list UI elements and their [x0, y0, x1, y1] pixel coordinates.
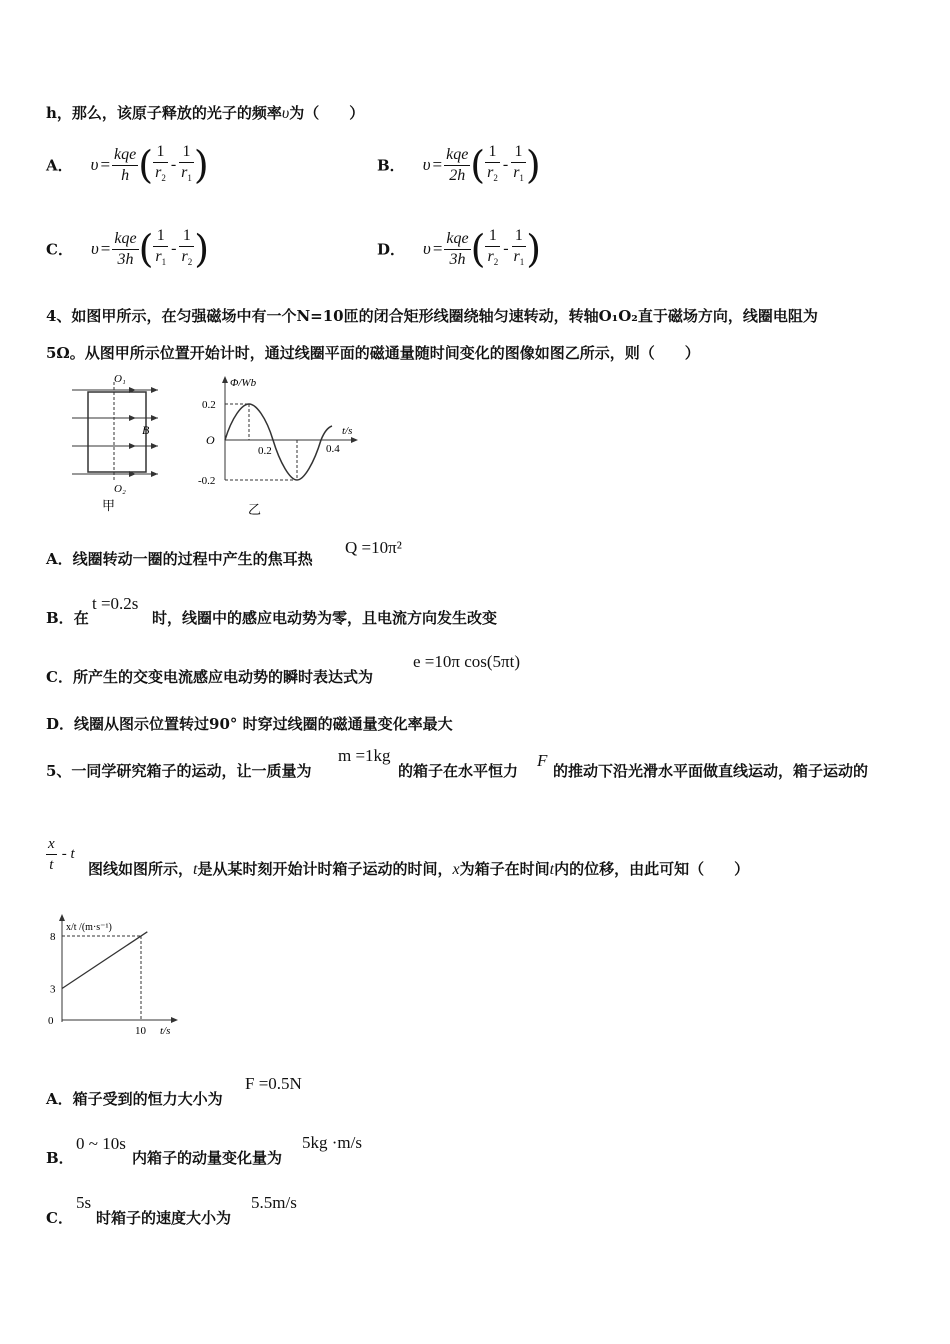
q5-line1-a: 5、一同学研究箱子的运动，让一质量为	[46, 762, 312, 780]
q5-option-c: C．	[46, 1209, 73, 1227]
q5-option-b-text: 内箱子的动量变化量为	[132, 1149, 283, 1167]
q5-b-preformula: 0 ~ 10s	[76, 1134, 126, 1153]
q4-c-formula: e =10π cos(5πt)	[413, 652, 521, 671]
q5-c-formula: 5.5m/s	[251, 1193, 297, 1212]
q5-ylabel: x/t /(m·s⁻¹)	[66, 922, 112, 933]
q5-origin: 0	[48, 1015, 54, 1027]
q4-stem-line1: 4、如图甲所示，在匀强磁场中有一个N=10匝的闭合矩形线圈绕轴匀速转动，转轴O₁O₂直于磁场方向，线圈电阻为	[46, 307, 818, 325]
xtick-0.2: 0.2	[258, 445, 272, 457]
q3-option-a: A． υ = $\frac{\text{kqe}}{h}$ ( $\frac{1}{r_2}$ - $\frac{1}{r_1}$ )	[46, 143, 209, 188]
q5-option-c-text: 时箱子的速度大小为	[96, 1209, 232, 1227]
q5-force: F	[537, 751, 548, 770]
frac-tail: - t	[61, 846, 75, 862]
xtick-0.4: 0.4	[326, 443, 340, 455]
q4-option-b: B．在	[46, 609, 89, 627]
q5-ytick-3: 3	[50, 983, 56, 996]
q5-xtick-10: 10	[135, 1025, 146, 1037]
q4-option-c: C．所产生的交变电流感应电动势的瞬时表达式为	[46, 668, 373, 686]
q4-option-b-text: 时，线圈中的感应电动势为零，且电流方向发生改变	[152, 609, 498, 627]
q5-mass: m =1kg	[338, 746, 391, 765]
origin-label: O	[206, 433, 215, 447]
q5-graph	[44, 912, 184, 1038]
q5-ytick-8: 8	[50, 931, 56, 943]
ytick--0.2: -0.2	[198, 475, 216, 487]
q5-line2: 图线如图所示，t是从某时刻开始计时箱子运动的时间，x为箱子在时间t内的位移，由此可知（ ）	[88, 860, 750, 878]
q5-option-a: A．箱子受到的恒力大小为	[46, 1090, 223, 1108]
phi-axis-label: Φ/Wb	[230, 377, 257, 389]
frac-den: t	[49, 857, 54, 873]
q5-a-formula: F =0.5N	[245, 1074, 302, 1093]
nu-symbol: υ	[281, 105, 290, 122]
ytick-0.2: 0.2	[202, 399, 216, 411]
figure-jia	[66, 370, 166, 520]
q5-option-b: B．	[46, 1149, 74, 1167]
figure-yi	[192, 372, 367, 520]
q3-option-b: B． υ = $\frac{\text{kqe}}{2h}$ ( $\frac{1}{r_2}$ - $\frac{1}{r_1}$ )	[377, 143, 541, 188]
q5-line1-b: 的箱子在水平恒力	[398, 762, 519, 780]
b-label: B	[142, 423, 150, 437]
xt-fraction	[46, 834, 75, 875]
q5-xlabel: t/s	[160, 1025, 171, 1037]
frac-num: x	[46, 834, 57, 855]
q4-option-a: A．线圈转动一圈的过程中产生的焦耳热	[46, 550, 313, 568]
q5-c-preformula: 5s	[76, 1193, 92, 1212]
q4-option-d: D．线圈从图示位置转过90° 时穿过线圈的磁通量变化率最大	[46, 715, 453, 733]
o1-label: O₁	[114, 373, 126, 385]
caption-jia: 甲	[102, 498, 116, 513]
q3-option-d: D． υ = $\frac{\text{kqe}}{3h}$ ( $\frac{1}{r_2}$ - $\frac{1}{r_1}$ )	[377, 227, 542, 272]
caption-yi: 乙	[248, 502, 262, 517]
q4-a-formula: Q =10π²	[345, 538, 402, 557]
o2-label: O₂	[114, 483, 126, 495]
q5-data-line	[62, 932, 147, 989]
q3-stem: h，那么，该原子释放的光子的频率υ为（ ）	[46, 104, 365, 122]
q4-b-formula: t =0.2s	[92, 594, 139, 613]
q5-line1-c: 的推动下沿光滑水平面做直线运动，箱子运动的	[553, 762, 869, 780]
q5-b-formula: 5kg ·m/s	[302, 1133, 362, 1152]
q3-option-c: C． υ = $\frac{\text{kqe}}{3h}$ ( $\frac{1}{r_1}$ - $\frac{1}{r_2}$ )	[46, 227, 210, 272]
q4-stem-line2: 5Ω。从图甲所示位置开始计时，通过线圈平面的磁通量随时间变化的图像如图乙所示，则（ ）	[46, 344, 700, 362]
t-axis-label: t/s	[342, 425, 353, 437]
